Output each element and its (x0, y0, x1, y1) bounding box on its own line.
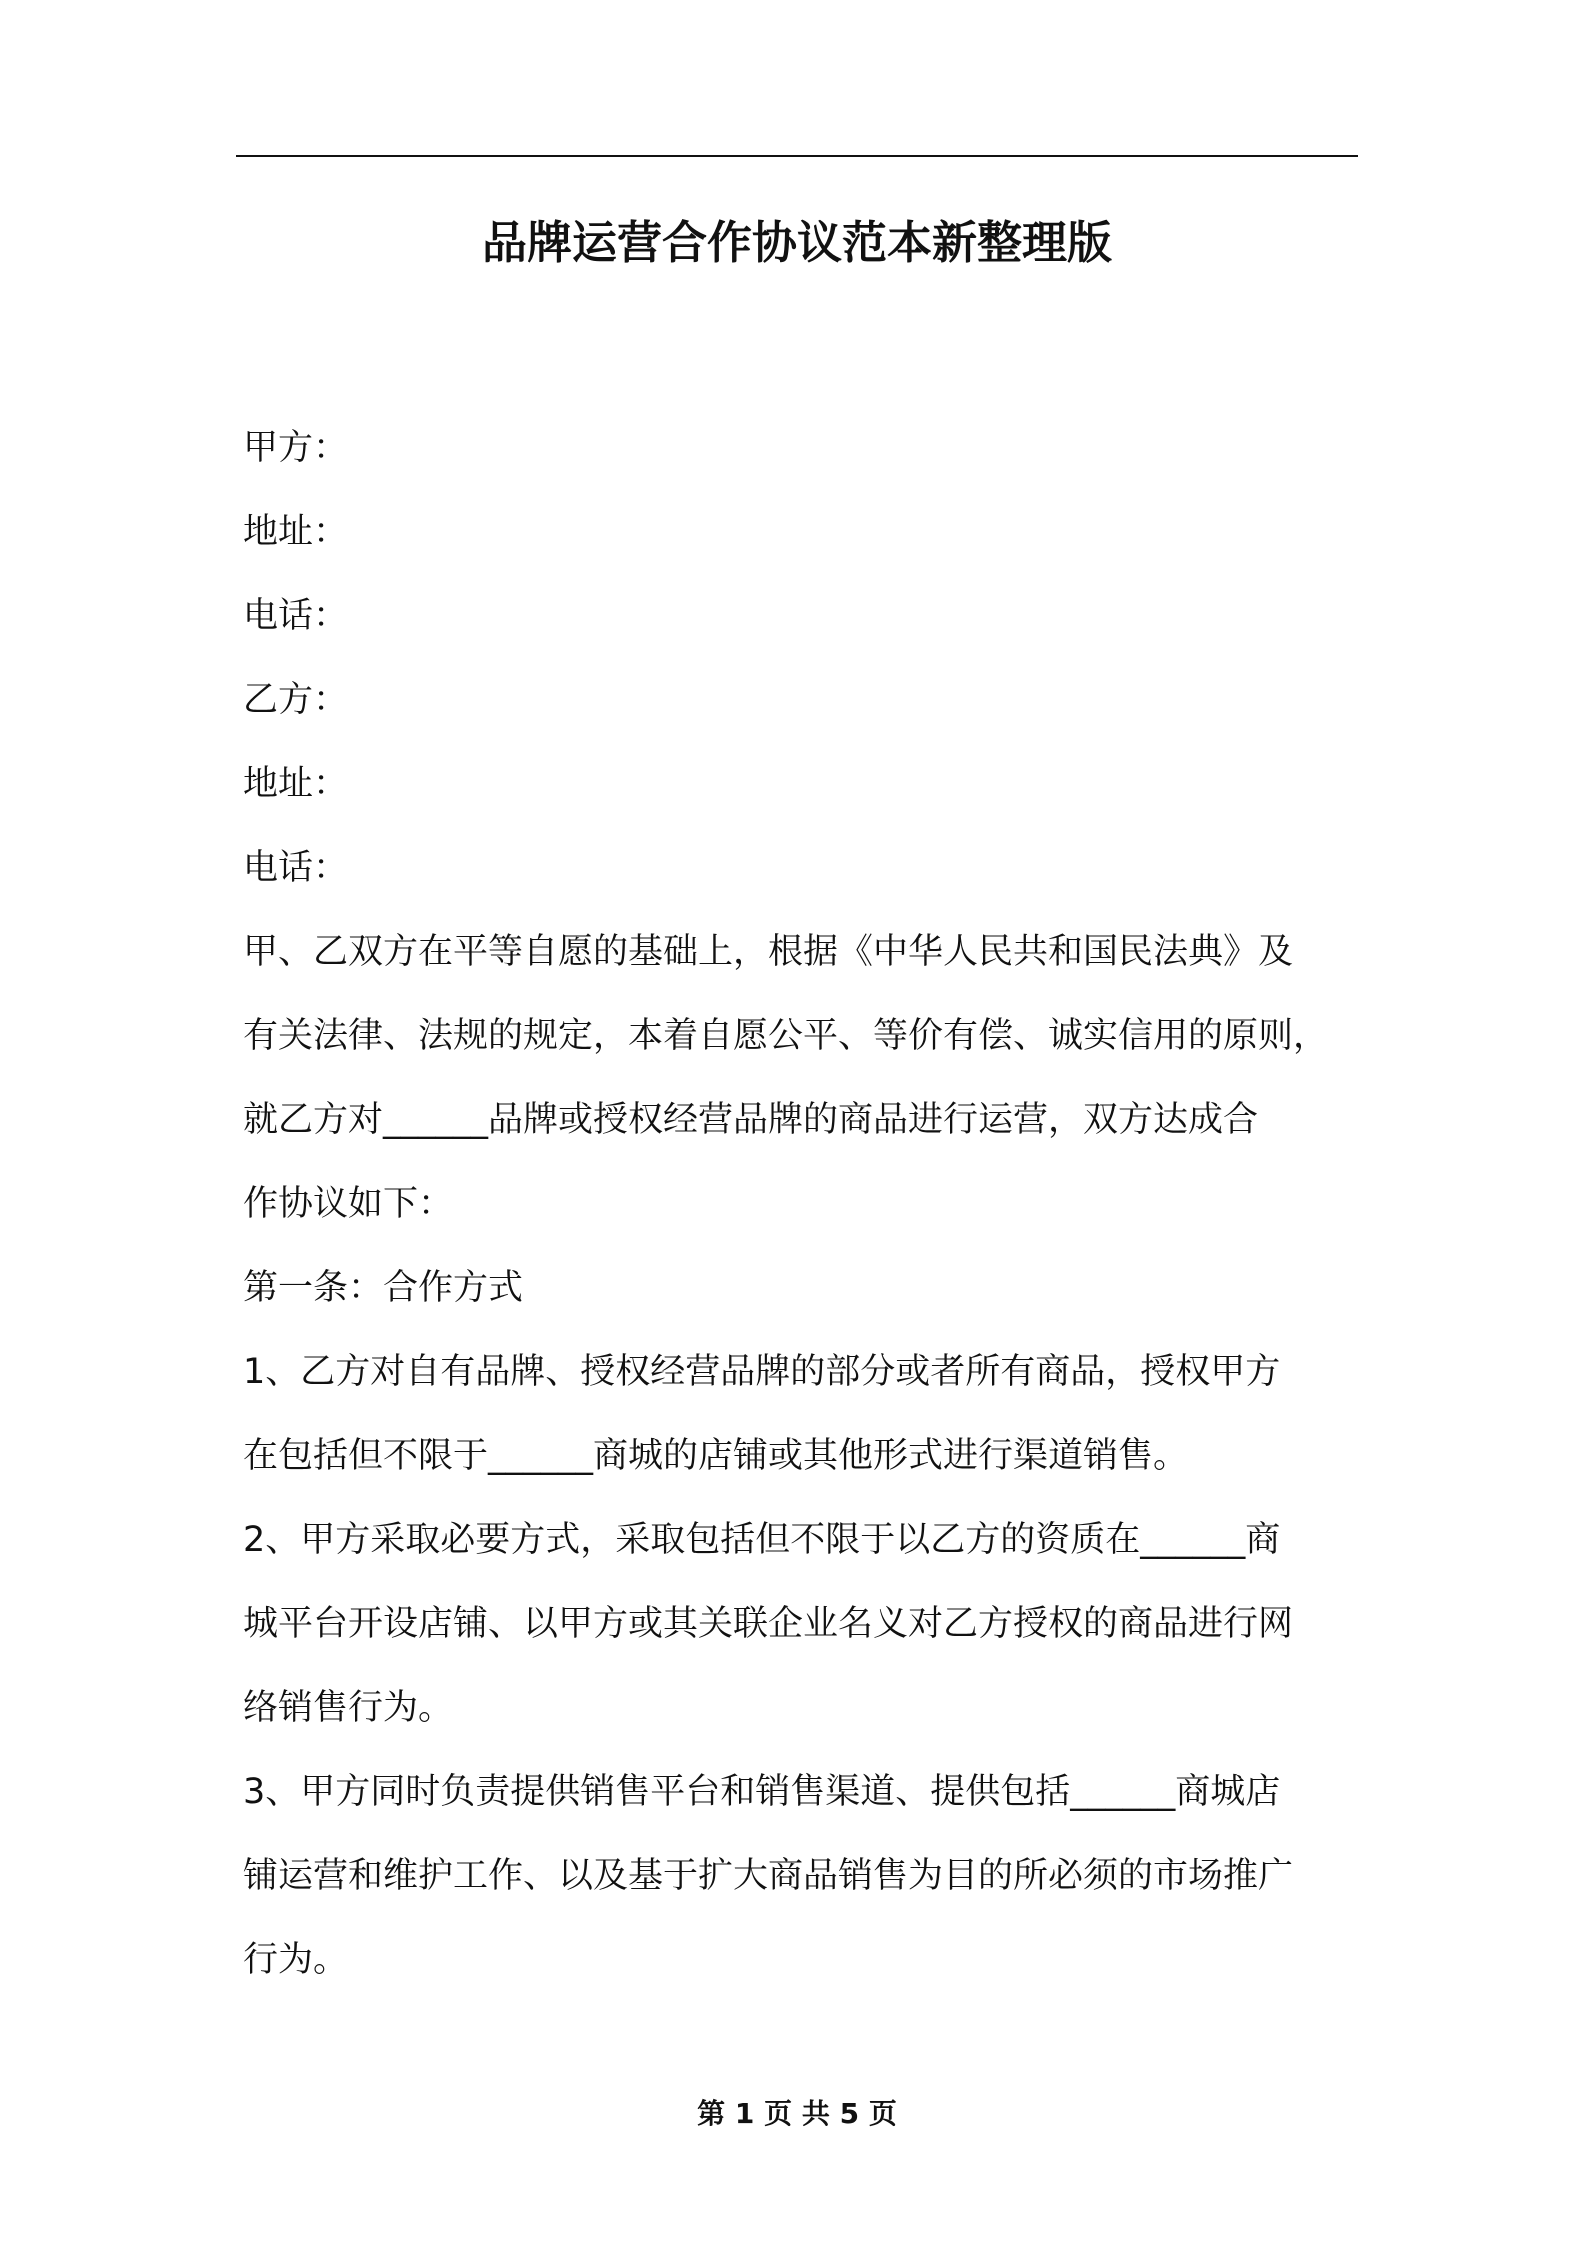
header-rule (236, 155, 1358, 157)
party-b-line: 乙方： (243, 680, 349, 720)
party-a-line: 甲方： (243, 428, 349, 468)
clause-3-line-3: 行为。 (243, 1940, 349, 1980)
party-a-address-line: 地址： (243, 512, 349, 552)
clause-2-line-2: 城平台开设店铺、以甲方或其关联企业名义对乙方授权的商品进行网 (243, 1604, 1294, 1644)
page-number-footer: 第 1 页 共 5 页 (697, 2097, 897, 2130)
party-b-phone-line: 电话： (243, 848, 349, 888)
document-body (243, 406, 1358, 2002)
preamble-line-1: 甲、乙双方在平等自愿的基础上，根据《中华人民共和国民法典》及 (243, 932, 1294, 972)
article-1-heading: 第一条：合作方式 (243, 1268, 524, 1308)
preamble-line-4: 作协议如下： (243, 1184, 454, 1224)
party-a-phone-line: 电话： (243, 596, 349, 636)
clause-1-line-2: 在包括但不限于______商城的店铺或其他形式进行渠道销售。 (243, 1436, 1189, 1476)
clause-2-line-3: 络销售行为。 (243, 1688, 454, 1728)
clause-1-line-1: 1、乙方对自有品牌、授权经营品牌的部分或者所有商品，授权甲方 (243, 1352, 1281, 1392)
document-title: 品牌运营合作协议范本新整理版 (481, 216, 1112, 269)
clause-3-line-1: 3、甲方同时负责提供销售平台和销售渠道、提供包括______商城店 (243, 1772, 1281, 1812)
clause-2-line-1: 2、甲方采取必要方式，采取包括但不限于以乙方的资质在______商 (243, 1520, 1281, 1560)
preamble-line-2: 有关法律、法规的规定，本着自愿公平、等价有偿、诚实信用的原则， (243, 1016, 1329, 1056)
party-b-address-line: 地址： (243, 764, 349, 804)
preamble-line-3: 就乙方对______品牌或授权经营品牌的商品进行运营，双方达成合 (243, 1100, 1259, 1140)
clause-3-line-2: 铺运营和维护工作、以及基于扩大商品销售为目的所必须的市场推广 (243, 1856, 1294, 1896)
